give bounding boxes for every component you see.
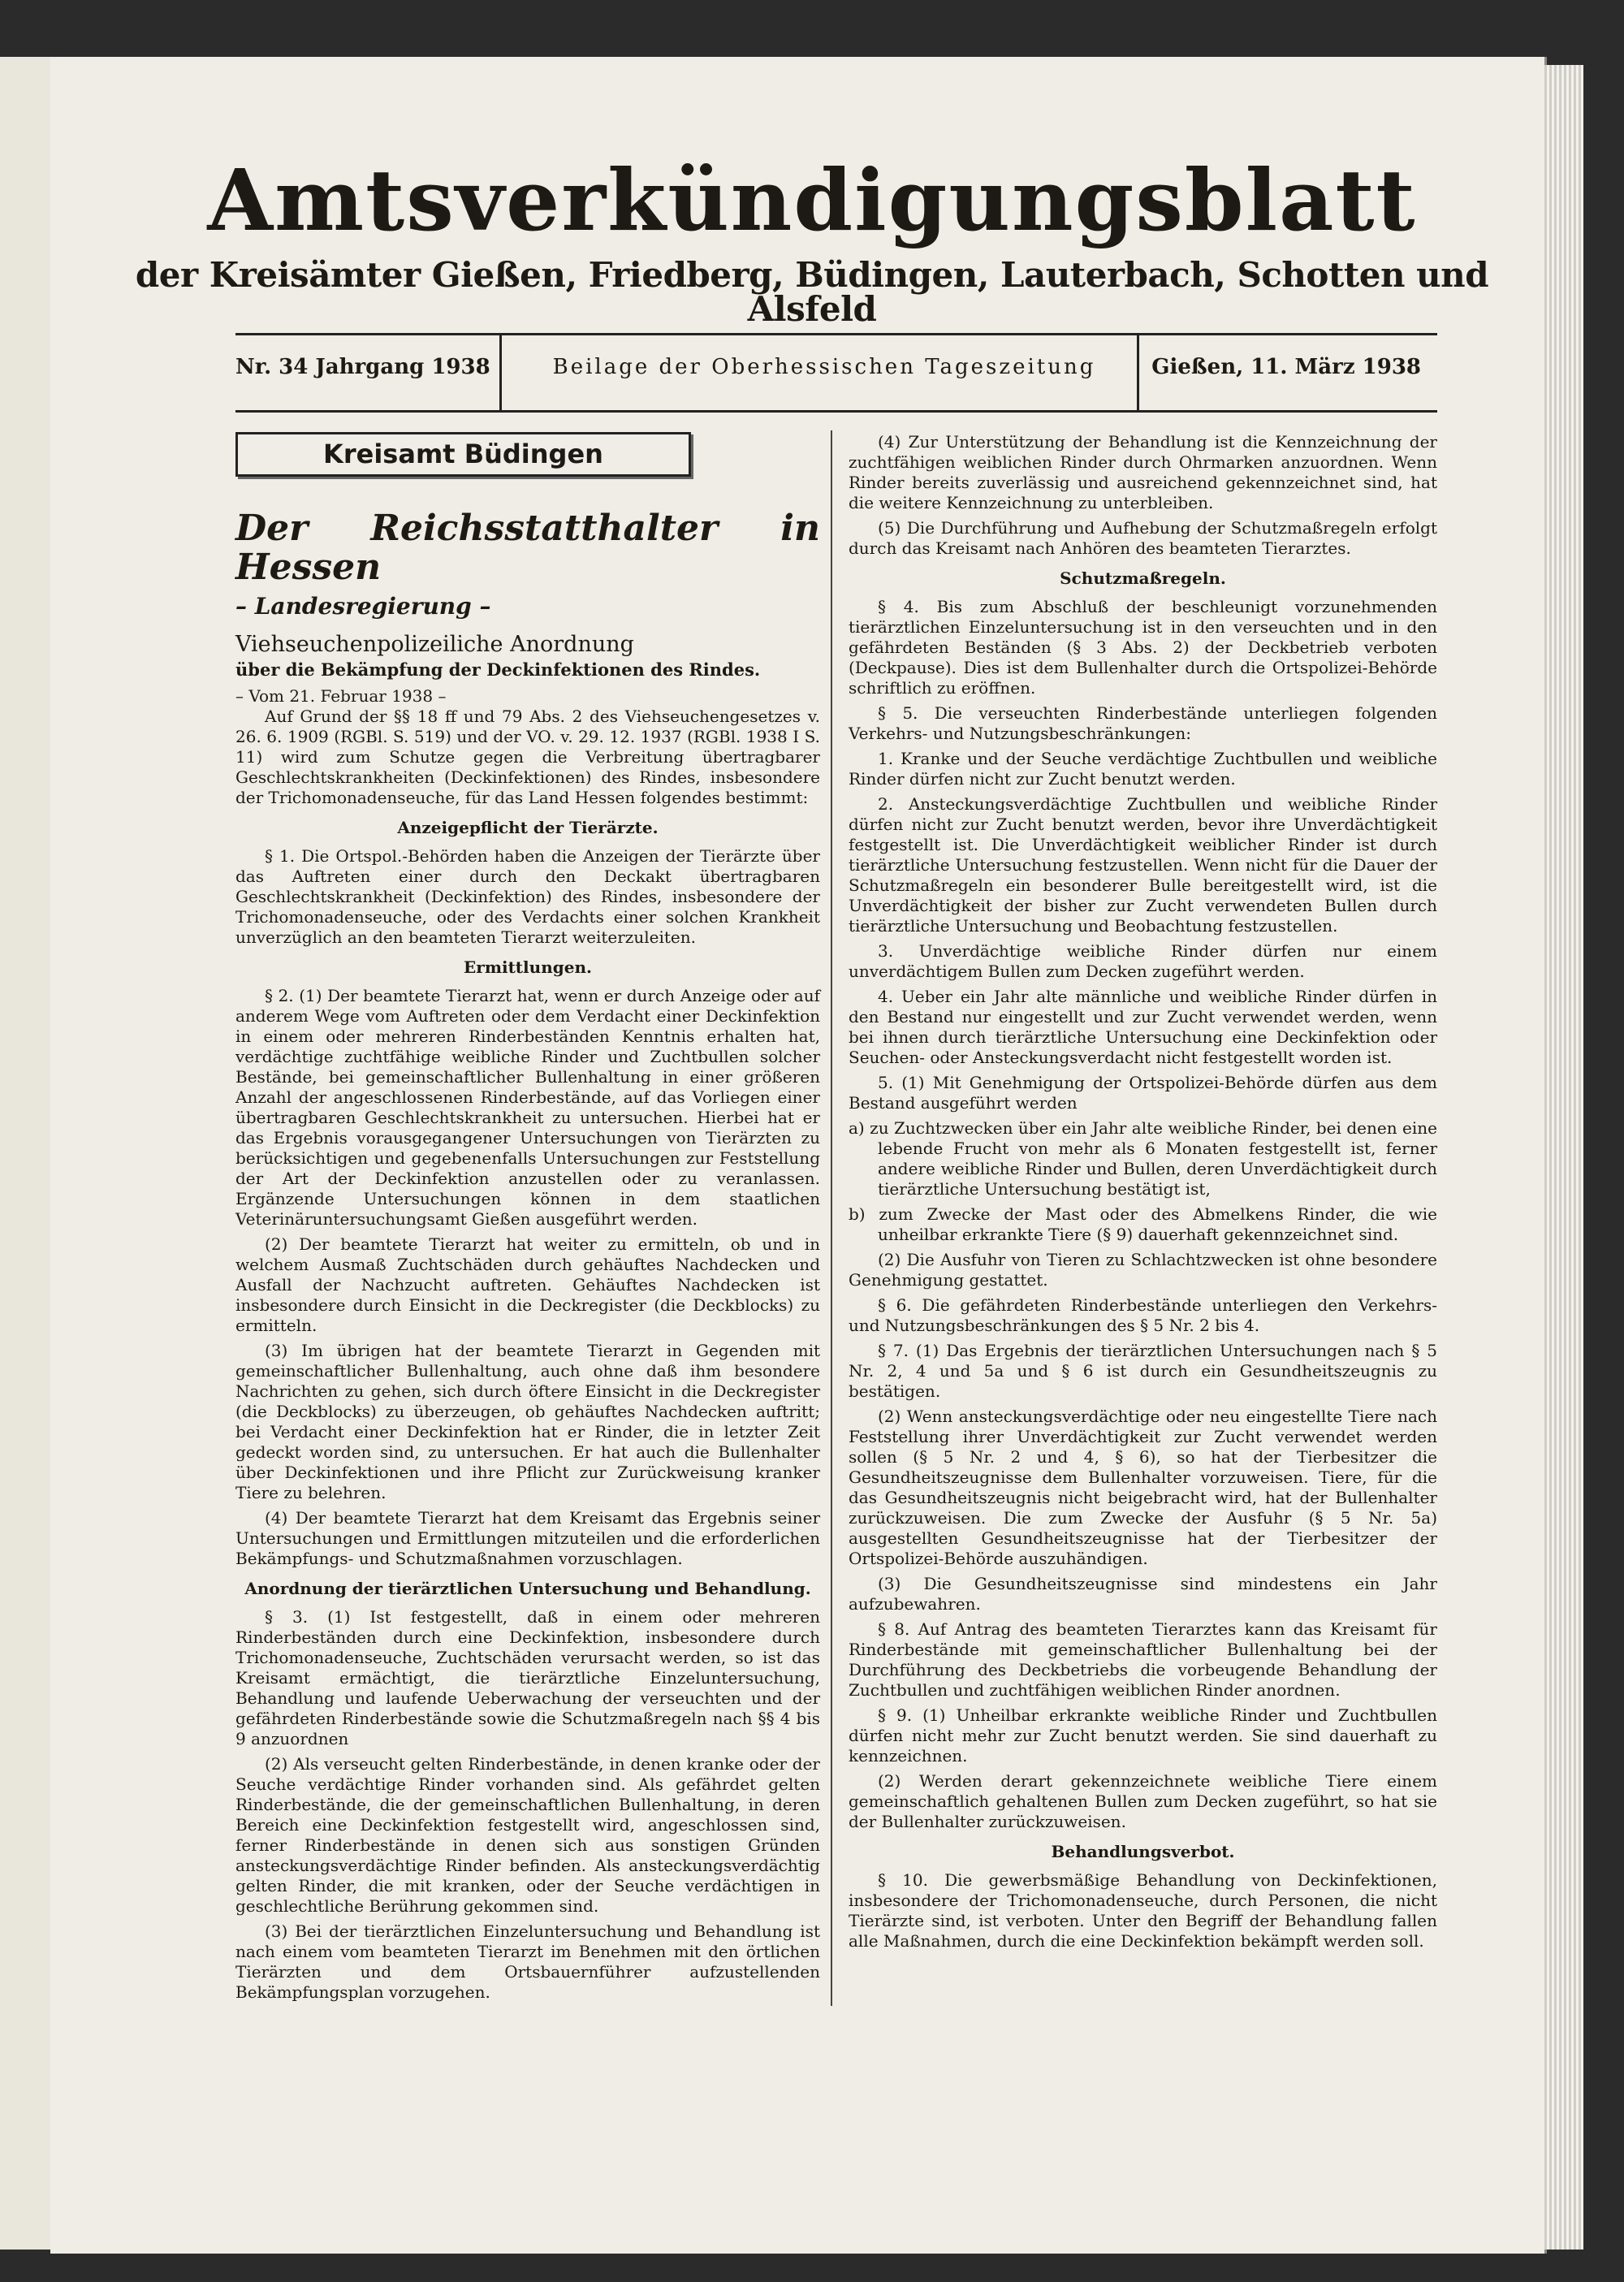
paragraph: 5. (1) Mit Genehmigung der Ortspolizei-Behörde dürfen aus dem Bestand ausgeführt werden — [849, 1073, 1437, 1113]
paragraph: (2) Der beamtete Tierarzt hat weiter zu ermitteln, ob und in welchem Ausmaß Zuchtschäden durch gehäuftes Nachdecken und Ausfall der Nachzucht auftreten. Gehäuftes Nachdecken ist insbesondere durch Einsicht in die Deckregister (die Deckblocks) zu ermitteln. — [235, 1234, 820, 1335]
paragraph: (2) Werden derart gekennzeichnete weibliche Tiere einem gemeinschaftlich gehaltenen Bullen zum Decken zugeführt, so hat sie der Bullenhalter zurückzuweisen. — [849, 1771, 1437, 1831]
paragraph: (3) Die Gesundheitszeugnisse sind mindestens ein Jahr aufzubewahren. — [849, 1574, 1437, 1614]
paragraph: § 4. Bis zum Abschluß der beschleunigt vorzunehmenden tierärztlichen Einzeluntersuchung ist in den verseuchten und in den gefährdeten Beständen (§ 3 Abs. 2) der Deckbetrieb verboten (Deckpause). Dies ist dem Bullenhalter durch die Ortspolizei-Behörde schriftlich zu eröffnen. — [849, 597, 1437, 698]
book-page-edges — [1544, 65, 1583, 2250]
divider — [1137, 335, 1139, 410]
paragraph: (5) Die Durchführung und Aufhebung der Schutzmaßregeln erfolgt durch das Kreisamt nach Anhören des beamteten Tierarztes. — [849, 518, 1437, 558]
paragraph: (3) Im übrigen hat der beamtete Tierarzt in Gegenden mit gemeinschaftlicher Bullenhaltung, auch ohne daß ihm besondere Nachrichten zu gehen, sich durch öftere Einsicht in die Deckregister (die Deckblocks) zu überzeugen, ob gehäuftes Nachdecken auftritt; bei Verdacht einer Deckinfektion hat er Rinder, die in letzter Zeit gedeckt worden sind, zu untersuchen. Er hat auch die Bullenhalter über Deckinfektionen und ihre Pflicht zur Zurückweisung kranker Tiere zu belehren. — [235, 1340, 820, 1502]
authority-heading: Der Reichsstatthalter in Hessen — [235, 508, 820, 589]
paragraph: § 1. Die Ortspol.-Behörden haben die Anzeigen der Tierärzte über das Auftreten einer durch den Deckakt übertragbaren Geschlechtskrankheit (Deckinfektion) des Rindes, insbesondere der Trichomonadenseuche, oder des Verdachts einer solchen Krankheit unverzüglich an den beamteten Tierarzt weiterzuleiten. — [235, 845, 820, 947]
ordinance-subject: über die Bekämpfung der Deckinfektionen des Rindes. — [235, 659, 761, 680]
paragraph: § 5. Die verseuchten Rinderbestände unterliegen folgenden Verkehrs- und Nutzungsbeschränkungen: — [849, 703, 1437, 743]
ordinance-date: – Vom 21. Februar 1938 – — [235, 685, 447, 706]
section-heading: Anzeigepflicht der Tierärzte. — [397, 817, 659, 837]
paragraph: (3) Bei der tierärztlichen Einzeluntersuchung und Behandlung ist nach einem vom beamteten Tierarzt im Benehmen mit den örtlichen Tierärzten und dem Ortsbauernführer aufzustellenden Bekämpfungsplan vorzugehen. — [235, 1921, 820, 2002]
masthead-title: Amtsverkündigungsblatt — [207, 150, 1417, 250]
masthead-info-bar — [235, 333, 1437, 413]
issue-number: Nr. 34 Jahrgang 1938 — [235, 355, 490, 379]
divider — [499, 335, 502, 410]
paragraph: (2) Die Ausfuhr von Tieren zu Schlachtzwecken ist ohne besondere Genehmigung gestattet. — [849, 1250, 1437, 1290]
ordinance-title: Viehseuchenpolizeiliche Anordnung — [235, 631, 634, 657]
masthead-subtitle: der Kreisämter Gießen, Friedberg, Büdingen, Lauterbach, Schotten und Alsfeld — [135, 255, 1489, 329]
office-box-heading: Kreisamt Büdingen — [235, 432, 691, 477]
column-divider — [831, 430, 832, 2006]
authority-subheading: – Landesregierung – — [235, 592, 491, 620]
section-heading: Behandlungsverbot. — [1051, 1842, 1235, 1861]
adjacent-page-edge — [0, 57, 53, 2250]
paragraph: (4) Zur Unterstützung der Behandlung ist die Kennzeichnung der zuchtfähigen weiblichen Rinder durch Ohrmarken anzuordnen. Wenn Rinder bereits zuverlässig und ausreichend gekennzeichnet sind, hat die weitere Kennzeichnung zu unterbleiben. — [849, 432, 1437, 512]
section-heading: Anordnung der tierärztlichen Untersuchung und Behandlung. — [244, 1578, 811, 1598]
paragraph: § 10. Die gewerbsmäßige Behandlung von Deckinfektionen, insbesondere der Trichomonadenseuche, durch Personen, die nicht Tierärzte sind, ist verboten. Unter den Begriff der Behandlung fallen alle Maßnahmen, durch die eine Deckinfektion bekämpft werden soll. — [849, 1870, 1437, 1951]
paragraph: § 9. (1) Unheilbar erkrankte weibliche Rinder und Zuchtbullen dürfen nicht mehr zur Zucht benutzt werden. Sie sind dauerhaft zu kennzeichnen. — [849, 1705, 1437, 1766]
paragraph: § 8. Auf Antrag des beamteten Tierarztes kann das Kreisamt für Rinderbestände mit gemeinschaftlicher Bullenhaltung bei der Durchführung des Deckbetriebs die vorbeugende Behandlung der Zuchtbullen und zuchtfähigen weiblichen Rinder anordnen. — [849, 1619, 1437, 1700]
list-item: b) zum Zwecke der Mast oder des Abmelkens Rinder, die wie unheilbar erkrankte Tiere (§ 9) dauerhaft gekennzeichnet sind. — [849, 1204, 1437, 1244]
paragraph: 2. Ansteckungsverdächtige Zuchtbullen und weibliche Rinder dürfen nicht zur Zucht benutzt werden, bevor ihre Unverdächtigkeit festgestellt ist. Die Unverdächtigkeit weiblicher Rinder ist durch tierärztliche Untersuchung festzustellen. Wenn nicht für die Dauer der Schutzmaßregeln ein besonderer Bulle bereitgestellt wird, ist die Unverdächtigkeit der bisher zur Zucht verwendeten Bullen durch tierärztliche Untersuchung und Beobachtung festzustellen. — [849, 794, 1437, 936]
paragraph: 3. Unverdächtige weibliche Rinder dürfen nur einem unverdächtigem Bullen zum Decken zugeführt werden. — [849, 941, 1437, 981]
paragraph: 1. Kranke und der Seuche verdächtige Zuchtbullen und weibliche Rinder dürfen nicht zur Zucht benutzt werden. — [849, 749, 1437, 789]
paragraph: § 2. (1) Der beamtete Tierarzt hat, wenn er durch Anzeige oder auf anderem Wege vom Auftreten oder dem Verdacht einer Deckinfektion in einem oder mehreren Rinderbeständen Kenntnis erhalten hat, verdächtige zuchtfähige weibliche Rinder und Zuchtbullen solcher Bestände, bei gemeinschaftlicher Bullenhaltung in einer größeren Anzahl der angeschlossenen Rinderbestände, auf das Vorliegen einer übertragbaren Geschlechtskrankheit zu untersuchen. Hierbei hat er das Ergebnis vorausgegangener Untersuchungen von Tierärzten zu berücksichtigen und gegebenenfalls Untersuchungen zur Feststellung der Art der Deckinfektion anzustellen oder zu veranlassen. Ergänzende Untersuchungen können in dem staatlichen Veterinäruntersuchungsamt Gießen ausgeführt werden. — [235, 985, 820, 1229]
paragraph: § 6. Die gefährdeten Rinderbestände unterliegen den Verkehrs- und Nutzungsbeschränkungen des § 5 Nr. 2 bis 4. — [849, 1295, 1437, 1335]
right-column — [849, 432, 1437, 1956]
left-column — [235, 432, 820, 2008]
paragraph: (2) Als verseucht gelten Rinderbestände, in denen kranke oder der Seuche verdächtige Rinder vorhanden sind. Als gefährdet gelten Rinderbestände, die der gemeinschaftlichen Bullenhaltung, in deren Bereich eine Deckinfektion festgestellt wird, angeschlossen sind, ferner Rinderbestände in denen sich aus sonstigen Gründen ansteckungsverdächtige Rinder befinden. Als ansteckungsverdächtig gelten Rinder, die mit kranken, oder der Seuche verdächtigen in geschlechtliche Berührung gekommen sind. — [235, 1753, 820, 1916]
section-heading: Ermittlungen. — [464, 957, 592, 977]
paragraph: § 3. (1) Ist festgestellt, daß in einem oder mehreren Rinderbeständen durch eine Deckinfektion, insbesondere durch Trichomonadenseuche, Zuchtschäden verursacht werden, so ist das Kreisamt ermächtigt, die tierärztliche Einzeluntersuchung, Behandlung und laufende Ueberwachung der verseuchten und der gefährdeten Rinderbestände sowie die Schutzmaßregeln nach §§ 4 bis 9 anzuordnen — [235, 1606, 820, 1748]
paragraph: (4) Der beamtete Tierarzt hat dem Kreisamt das Ergebnis seiner Untersuchungen und Ermittlungen mitzuteilen und die erforderlichen Bekämpfungs- und Schutzmaßnahmen vorzuschlagen. — [235, 1507, 820, 1568]
paragraph: Auf Grund der §§ 18 ff und 79 Abs. 2 des Viehseuchengesetzes v. 26. 6. 1909 (RGBl. S. 519) und der VO. v. 29. 12. 1937 (RGBl. 1938 I S. 11) wird zum Schutze gegen die Verbreitung übertragbarer Geschlechtskrankheiten (Deckinfektionen) des Rindes, insbesondere der Trichomonadenseuche, für das Land Hessen folgendes bestimmt: — [235, 706, 820, 807]
list-item: a) zu Zuchtzwecken über ein Jahr alte weibliche Rinder, bei denen eine lebende Frucht von mehr als 6 Monaten festgestellt ist, ferner andere weibliche Rinder und Bullen, deren Unverdächtigkeit durch tierärztliche Untersuchung bestätigt ist, — [849, 1118, 1437, 1199]
place-date: Gießen, 11. März 1938 — [1151, 355, 1421, 379]
supplement-note: Beilage der Oberhessischen Tageszeitung — [552, 355, 1096, 379]
section-heading: Schutzmaßregeln. — [1060, 568, 1226, 588]
paragraph: 4. Ueber ein Jahr alte männliche und weibliche Rinder dürfen in den Bestand nur eingestellt und zur Zucht verwendet werden, wenn bei ihnen durch tierärztliche Untersuchung eine Deckinfektion oder Seuchen- oder Ansteckungsverdacht nicht festgestellt worden ist. — [849, 987, 1437, 1067]
paragraph: § 7. (1) Das Ergebnis der tierärztlichen Untersuchungen nach § 5 Nr. 2, 4 und 5a und § 6 ist durch ein Gesundheitszeugnis zu bestätigen. — [849, 1341, 1437, 1401]
paragraph: (2) Wenn ansteckungsverdächtige oder neu eingestellte Tiere nach Feststellung ihrer Unverdächtigkeit zur Zucht verwendet werden sollen (§ 5 Nr. 2 und 4, § 6), so hat der Tierbesitzer die Gesundheitszeugnisse dem Bullenhalter vorzuweisen. Tiere, für die das Gesundheitszeugnis nicht beigebracht wird, hat der Bullenhalter zurückzuweisen. Die zum Zwecke der Ausfuhr (§ 5 Nr. 5a) ausgestellten Gesundheitszeugnisse hat der Tierbesitzer der Ortspolizei-Behörde auszuhändigen. — [849, 1407, 1437, 1568]
